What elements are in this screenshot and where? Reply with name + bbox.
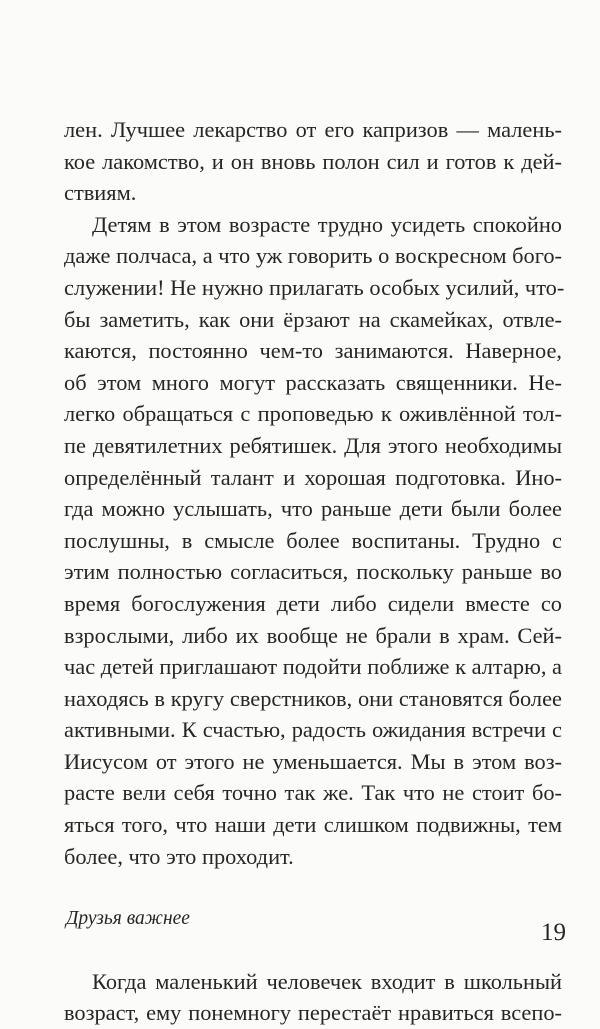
paragraph-2 — [64, 209, 565, 872]
text-line: час детей приглашают подойти поближе к алтарю, а — [64, 654, 562, 680]
text-line: бы заметить, как они ёрзают на скамейках, отвле- — [64, 306, 562, 332]
section-spacer — [64, 872, 562, 903]
text-line: активными. К счастью, радость ожидания встречи с — [64, 717, 562, 743]
paragraph-3 — [64, 966, 562, 1029]
paragraph-1 — [64, 114, 562, 209]
section-heading: Друзья важнее — [66, 908, 190, 930]
text-line: определённый талант и хорошая подготовка. Ино- — [64, 464, 562, 490]
text-line: Иисусом от этого не уменьшается. Мы в этом воз- — [64, 748, 562, 774]
text-line: кое лакомство, и он вновь полон сил и готов к дей- — [64, 148, 562, 174]
text-line: взрослыми, либо их вообще не брали в храм. Сей- — [64, 622, 562, 648]
text-line: пе девятилетних ребятишек. Для этого необходимы — [64, 432, 562, 458]
text-line: Когда маленький человечек входит в школьный — [92, 968, 562, 994]
text-line: возраст, ему понемногу перестаёт нравиться всепо- — [64, 1000, 562, 1026]
text-line: служении! Не нужно прилагать особых усилий, что- — [64, 274, 565, 300]
text-line: даже полчаса, а что уж говорить о воскресном бого- — [64, 243, 562, 269]
text-line: легко обращаться с проповедью к оживлённой тол- — [64, 401, 562, 427]
text-line: этим полностью согласиться, поскольку раньше во — [64, 559, 562, 585]
text-line: находясь в кругу сверстников, они становятся более — [64, 685, 562, 711]
text-line: расте вели себя точно так же. Так что не стоит бо- — [64, 780, 562, 806]
text-line: яться того, что наши дети слишком подвижны, тем — [64, 812, 562, 838]
text-line: более, что это проходит. — [64, 843, 294, 869]
text-line: время богослужения дети либо сидели вместе со — [64, 590, 562, 616]
text-line: лен. Лучшее лекарство от его капризов — малень- — [64, 117, 562, 142]
page-body — [64, 114, 565, 1029]
text-line: гда можно услышать, что раньше дети были более — [64, 496, 562, 522]
page-number: 19 — [541, 919, 566, 946]
text-line: ствиям. — [64, 180, 137, 206]
text-line: послушны, в смысле более воспитаны. Трудно с — [64, 527, 562, 553]
text-line: каются, постоянно чем-то занимаются. Наверное, — [64, 338, 562, 364]
text-line: Детям в этом возрасте трудно усидеть спокойно — [92, 211, 562, 237]
text-line: об этом много могут рассказать священники. Не- — [64, 369, 562, 395]
section-spacer — [64, 935, 562, 966]
